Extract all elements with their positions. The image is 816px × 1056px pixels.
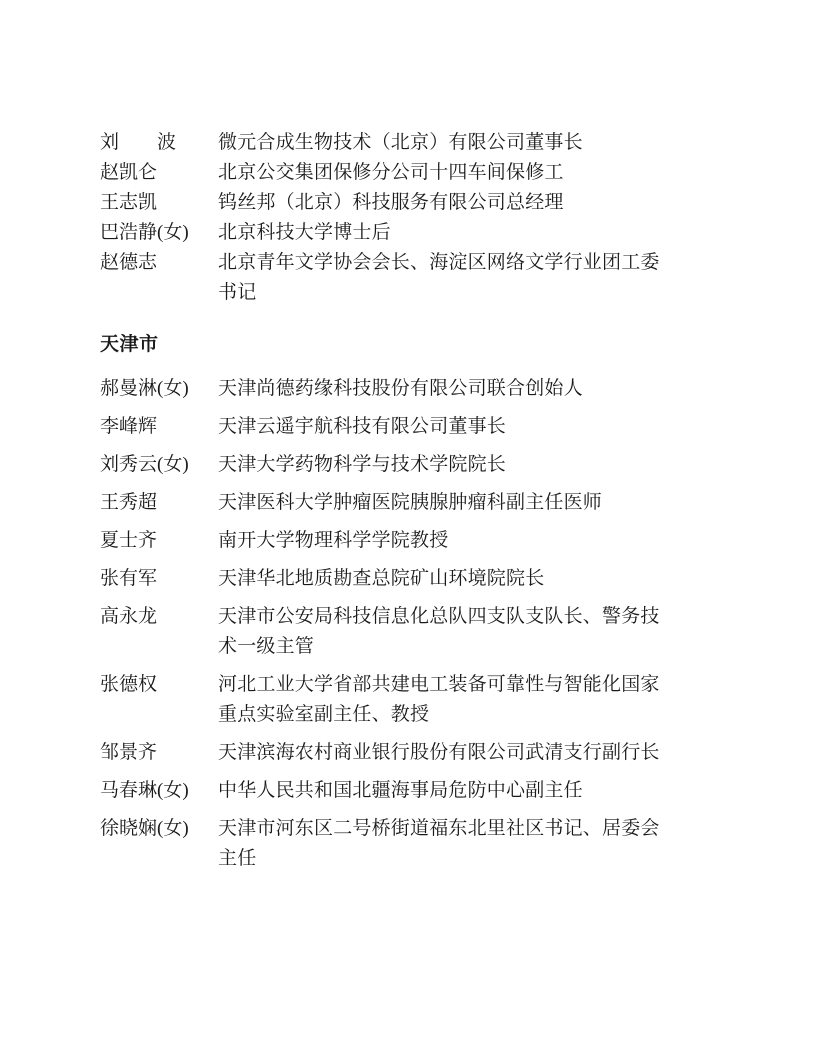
list-item xyxy=(100,128,716,158)
person-title: 北京科技大学博士后 xyxy=(218,222,391,243)
person-name: 高永龙 xyxy=(100,606,158,627)
person-title: 中华人民共和国北疆海事局危防中心副主任 xyxy=(218,780,583,801)
person-name: 郝曼淋(女) xyxy=(100,378,189,399)
person-title: 微元合成生物技术（北京）有限公司董事长 xyxy=(218,132,583,153)
list-item xyxy=(100,738,716,768)
list-item xyxy=(100,814,716,874)
person-name: 赵凯仑 xyxy=(100,162,158,183)
person-title: 天津市公安局科技信息化总队四支队支队长、警务技术一级主管 xyxy=(218,606,660,657)
list-item xyxy=(100,374,716,404)
person-title: 天津华北地质勘查总院矿山环境院院长 xyxy=(218,568,545,589)
list-item xyxy=(100,488,716,518)
person-name: 邹景齐 xyxy=(100,742,158,763)
person-title: 天津滨海农村商业银行股份有限公司武清支行副行长 xyxy=(218,742,660,763)
person-name: 张德权 xyxy=(100,674,158,695)
list-item xyxy=(100,670,716,730)
person-title: 北京公交集团保修分公司十四车间保修工 xyxy=(218,162,564,183)
list-item xyxy=(100,564,716,594)
person-name: 张有军 xyxy=(100,568,158,589)
person-name: 巴浩静(女) xyxy=(100,222,189,243)
person-name: 刘 波 xyxy=(100,132,177,153)
name-list-group-tianjin xyxy=(100,374,716,874)
person-name: 刘秀云(女) xyxy=(100,454,189,475)
list-item xyxy=(100,602,716,662)
list-item xyxy=(100,158,716,188)
list-item xyxy=(100,188,716,218)
person-name: 马春琳(女) xyxy=(100,780,189,801)
list-item xyxy=(100,526,716,556)
person-name: 赵德志 xyxy=(100,252,158,273)
person-title: 河北工业大学省部共建电工装备可靠性与智能化国家重点实验室副主任、教授 xyxy=(218,674,660,725)
person-title: 天津尚德药缘科技股份有限公司联合创始人 xyxy=(218,378,583,399)
person-title: 天津市河东区二号桥街道福东北里社区书记、居委会主任 xyxy=(218,818,660,869)
person-name: 夏士齐 xyxy=(100,530,158,551)
section-heading-tianjin: 天津市 xyxy=(100,334,159,355)
list-item xyxy=(100,776,716,806)
list-item xyxy=(100,412,716,442)
list-item xyxy=(100,248,716,308)
name-list-group-beijing xyxy=(100,128,716,308)
list-item xyxy=(100,218,716,248)
person-title: 钨丝邦（北京）科技服务有限公司总经理 xyxy=(218,192,564,213)
person-title: 天津大学药物科学与技术学院院长 xyxy=(218,454,507,475)
list-item xyxy=(100,450,716,480)
person-title: 天津云遥宇航科技有限公司董事长 xyxy=(218,416,507,437)
person-title: 天津医科大学肿瘤医院胰腺肿瘤科副主任医师 xyxy=(218,492,603,513)
person-name: 徐晓娴(女) xyxy=(100,818,189,839)
person-name: 李峰辉 xyxy=(100,416,158,437)
person-title: 南开大学物理科学学院教授 xyxy=(218,530,449,551)
person-title: 北京青年文学协会会长、海淀区网络文学行业团工委书记 xyxy=(218,252,660,303)
person-name: 王秀超 xyxy=(100,492,158,513)
person-name: 王志凯 xyxy=(100,192,158,213)
